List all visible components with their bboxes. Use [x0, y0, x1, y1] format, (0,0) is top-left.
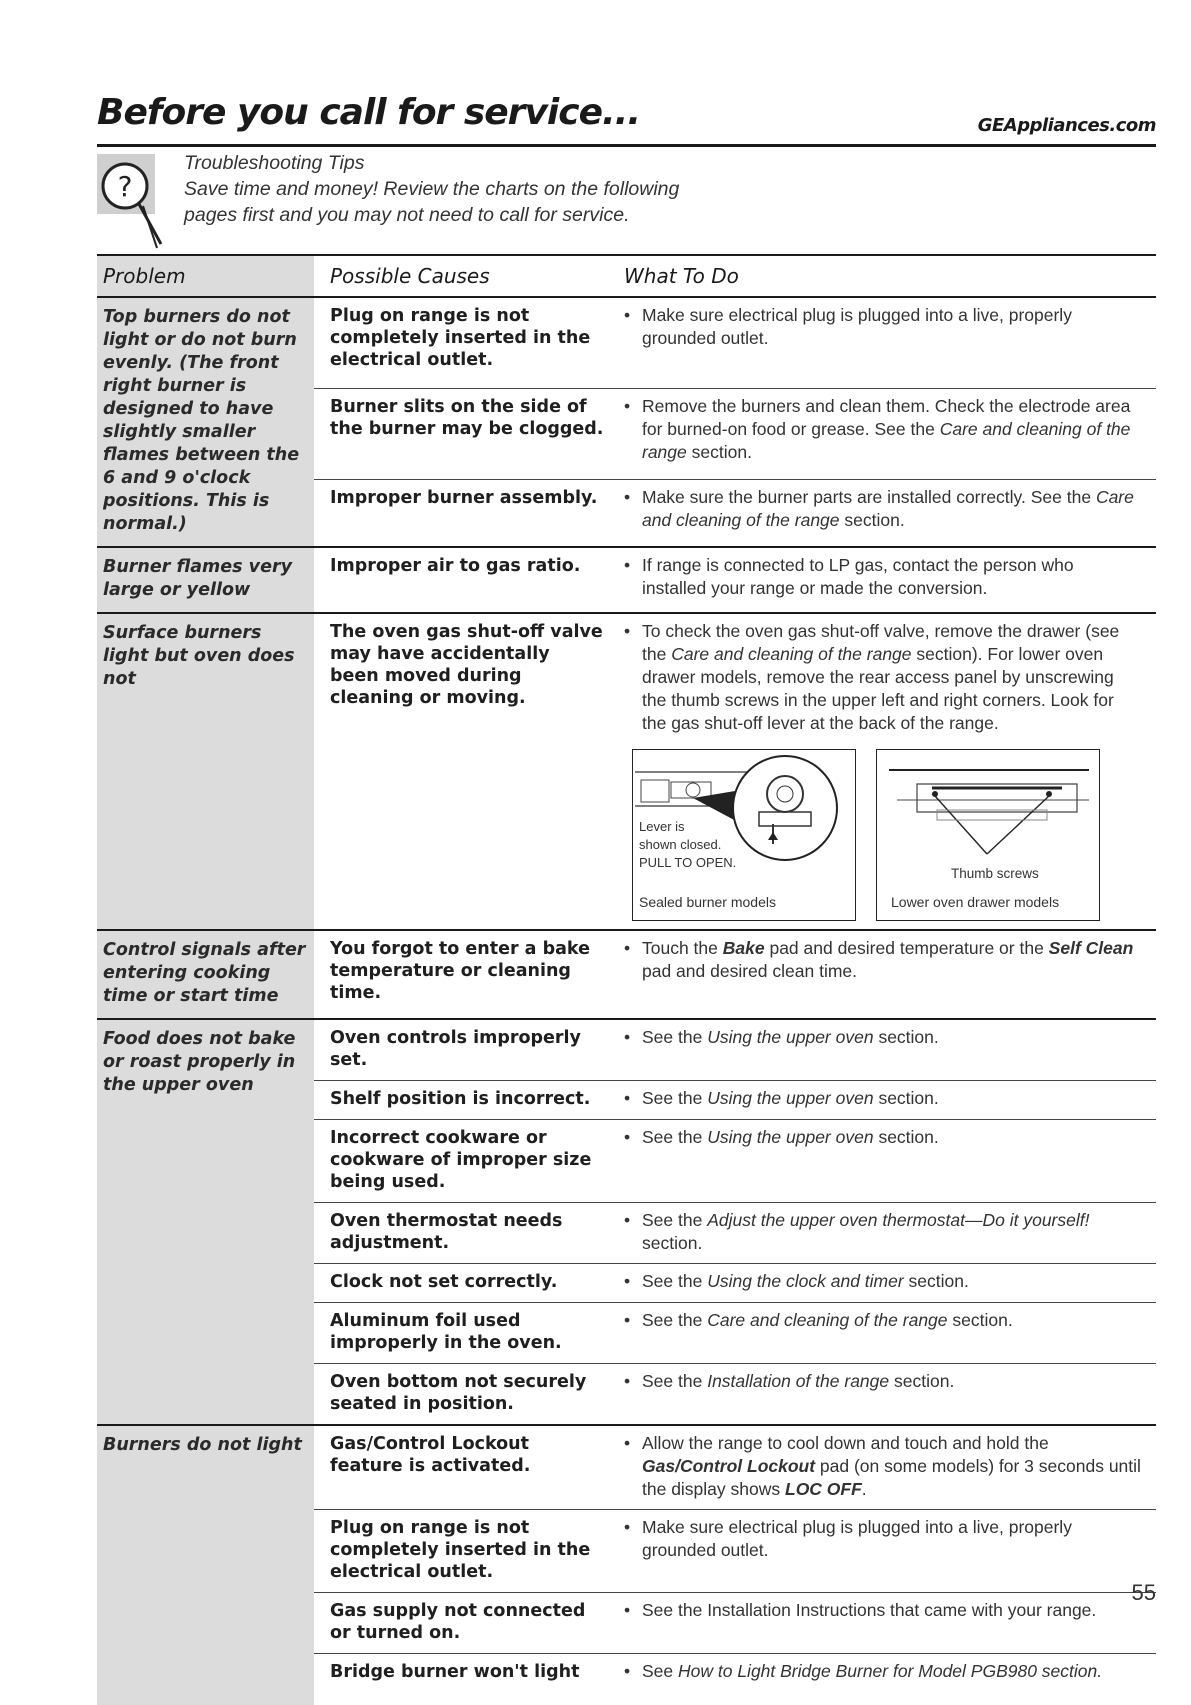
problem-cell: Food does not bake or roast properly in the upper oven — [97, 1019, 314, 1425]
todo-cell: • If range is connected to LP gas, contact the person who installed your range or made the conversion. — [614, 547, 1156, 613]
todo-cell: • See the Adjust the upper oven thermostat—Do it yourself! section. — [614, 1203, 1156, 1264]
cause-cell: Improper air to gas ratio. — [314, 547, 614, 613]
website-link[interactable]: GEAppliances.com — [978, 115, 1156, 136]
cause-cell: Oven bottom not securely seated in position. — [314, 1364, 614, 1426]
cause-cell: Incorrect cookware or cookware of improper size being used. — [314, 1120, 614, 1203]
table-row — [97, 547, 1156, 613]
sealed-burner-figure — [632, 749, 856, 921]
problem-cell: Surface burners light but oven does not — [97, 613, 314, 930]
page-number: 55 — [1132, 1580, 1156, 1606]
todo-cell: • See How to Light Bridge Burner for Model PGB980 section. — [614, 1654, 1156, 1705]
problem-cell: Control signals after entering cooking time or start time — [97, 930, 314, 1019]
todo-cell: • See the Using the upper oven section. — [614, 1120, 1156, 1203]
cause-cell: Oven thermostat needs adjustment. — [314, 1203, 614, 1264]
todo-cell: • See the Installation of the range section. — [614, 1364, 1156, 1426]
todo-cell: • Allow the range to cool down and touch and hold the Gas/Control Lockout pad (on some models) for 3 seconds until the display shows LOC OFF. — [614, 1425, 1156, 1510]
todo-cell: • See the Using the upper oven section. — [614, 1019, 1156, 1081]
cause-cell: Bridge burner won't light — [314, 1654, 614, 1705]
title-rule — [97, 144, 1156, 147]
todo-cell: • See the Using the clock and timer section. — [614, 1264, 1156, 1303]
problem-cell: Top burners do not light or do not burn evenly. (The front right burner is designed to have slightly smaller flames between the 6 and 9 o'clock positions. This is normal.) — [97, 297, 314, 547]
tips-line1: Save time and money! Review the charts on the following — [184, 176, 679, 202]
lower-drawer-figure — [876, 749, 1100, 921]
cause-cell: Burner slits on the side of the burner may be clogged. — [314, 388, 614, 480]
figure-caption: Lower oven drawer models — [891, 891, 1059, 914]
cause-cell: Improper burner assembly. — [314, 480, 614, 547]
svg-text:?: ? — [118, 170, 133, 203]
cause-cell: The oven gas shut-off valve may have accidentally been moved during cleaning or moving. — [314, 613, 614, 930]
thumb-screws-label: Thumb screws — [951, 862, 1039, 885]
table-row — [97, 1019, 1156, 1081]
table-row — [97, 1425, 1156, 1510]
cause-cell: Shelf position is incorrect. — [314, 1081, 614, 1120]
todo-cell: • See the Care and cleaning of the range section. — [614, 1303, 1156, 1364]
header-todo: What To Do — [614, 255, 1156, 297]
todo-cell: • Touch the Bake pad and desired temperature or the Self Clean pad and desired clean time. — [614, 930, 1156, 1019]
page-title: Before you call for service... — [97, 92, 640, 133]
cause-cell: You forgot to enter a bake temperature or cleaning time. — [314, 930, 614, 1019]
figure-caption: Sealed burner models — [639, 891, 776, 914]
tips-line2: pages first and you may not need to call for service. — [184, 202, 679, 228]
table-row — [97, 930, 1156, 1019]
table-row — [97, 297, 1156, 388]
troubleshooting-table — [97, 254, 1156, 1705]
figures — [632, 749, 1142, 921]
table-row — [97, 613, 1156, 930]
todo-cell: • Make sure electrical plug is plugged into a live, properly grounded outlet. — [614, 1510, 1156, 1593]
cause-cell: Plug on range is not completely inserted in the electrical outlet. — [314, 297, 614, 388]
question-mark-icon — [97, 152, 162, 252]
todo-cell: • To check the oven gas shut-off valve, remove the drawer (see the Care and cleaning of the range section). For lower oven drawer models, remove the rear access panel by unscrewing the thumb screws in the upper left and right corners. Look for the gas shut-off lever at the back of the range. Lever is shown closed. PULL TO OPEN. Sealed burner models Thumb screws Lower oven drawer models — [614, 613, 1156, 930]
cause-cell: Gas/Control Lockout feature is activated. — [314, 1425, 614, 1510]
todo-cell: • Make sure the burner parts are installed correctly. See the Care and cleaning of the range section. — [614, 480, 1156, 547]
todo-cell: • Make sure electrical plug is plugged into a live, properly grounded outlet. — [614, 297, 1156, 388]
cause-cell: Clock not set correctly. — [314, 1264, 614, 1303]
problem-cell: Burner flames very large or yellow — [97, 547, 314, 613]
problem-cell: Burners do not light — [97, 1425, 314, 1705]
cause-cell: Aluminum foil used improperly in the oven. — [314, 1303, 614, 1364]
lever-note: Lever is shown closed. PULL TO OPEN. — [639, 818, 736, 872]
cause-cell: Plug on range is not completely inserted in the electrical outlet. — [314, 1510, 614, 1593]
todo-cell: • See the Installation Instructions that came with your range. — [614, 1593, 1156, 1654]
header-problem: Problem — [97, 255, 314, 297]
tips-heading: Troubleshooting Tips — [184, 150, 679, 176]
cause-cell: Oven controls improperly set. — [314, 1019, 614, 1081]
todo-cell: • Remove the burners and clean them. Check the electrode area for burned-on food or grease. See the Care and cleaning of the range section. — [614, 388, 1156, 480]
header-causes: Possible Causes — [314, 255, 614, 297]
troubleshooting-tips — [184, 150, 679, 228]
todo-cell: • See the Using the upper oven section. — [614, 1081, 1156, 1120]
cause-cell: Gas supply not connected or turned on. — [314, 1593, 614, 1654]
